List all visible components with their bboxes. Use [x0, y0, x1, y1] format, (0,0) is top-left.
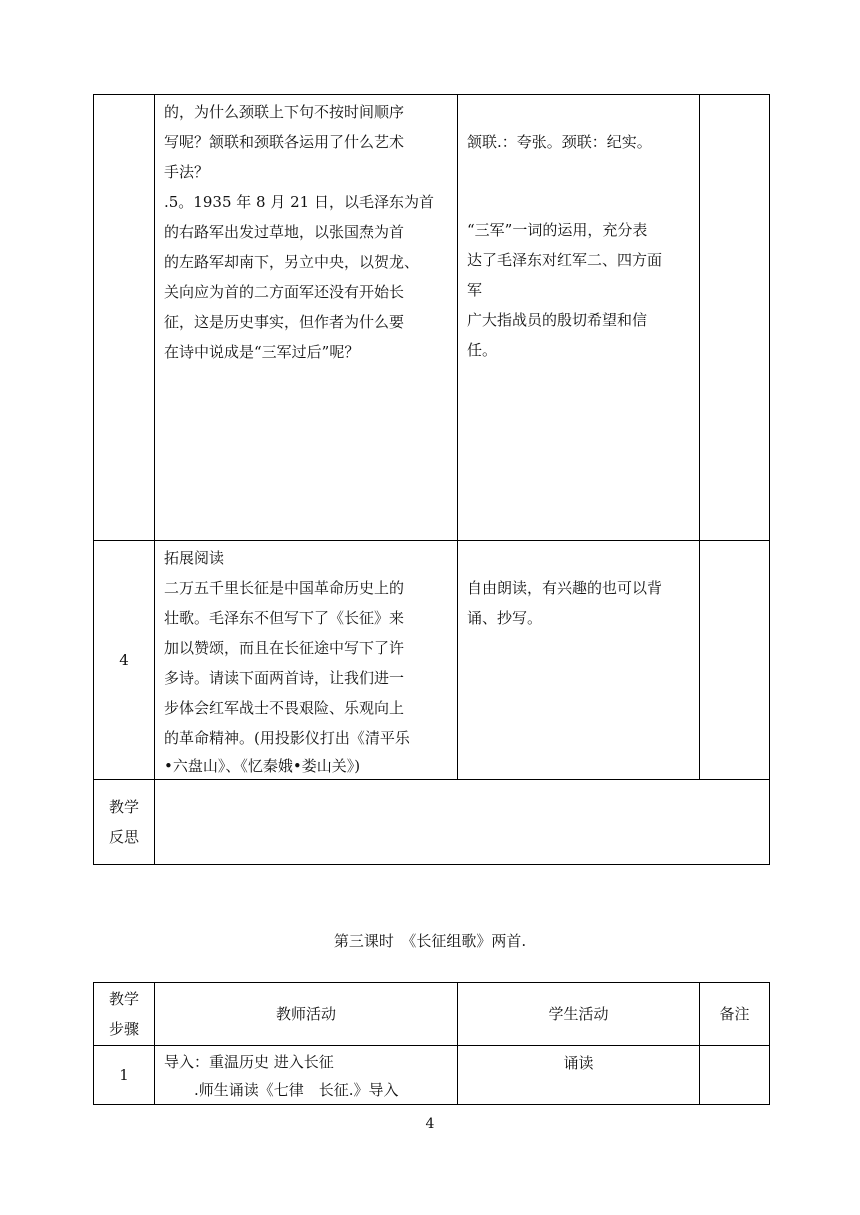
teacher-text-line: 加以赞颂，而且在长征途中写下了许 — [164, 639, 405, 657]
teacher-text-line: 导入：重温历史 进入长征 — [164, 1053, 334, 1071]
table-row — [94, 95, 770, 541]
teacher-activity-cell — [155, 1046, 458, 1105]
notes-cell — [700, 95, 770, 541]
student-activity-cell: 诵读 — [458, 1046, 700, 1105]
student-text-line: 任。 — [467, 341, 498, 359]
table-header-row — [94, 983, 770, 1046]
teacher-activity-cell — [155, 95, 458, 541]
teacher-text-line: 征，这是历史事实，但作者为什么要 — [164, 313, 405, 331]
student-text-line: “三军”一词的运用，充分表 — [467, 221, 648, 239]
step-cell: 1 — [94, 1046, 155, 1105]
step-cell — [94, 95, 155, 541]
teacher-text-line: 在诗中说成是“三军过后”呢？ — [164, 343, 360, 361]
teacher-activity-cell — [155, 541, 458, 780]
student-text-line: 广大指战员的殷切希望和信 — [467, 311, 648, 329]
table-row — [94, 541, 770, 780]
spacer — [467, 157, 691, 215]
reflection-row — [94, 780, 770, 865]
page-number: 4 — [425, 1116, 435, 1132]
notes-cell — [700, 1046, 770, 1105]
reflection-content — [155, 780, 770, 865]
student-text-line: 达了毛泽东对红军二、四方面 — [467, 251, 663, 269]
table-row — [94, 1046, 770, 1105]
student-text-line: 诵、抄写。 — [467, 609, 543, 627]
teacher-text-line: •六盘山》、《忆秦娥•娄山关》) — [164, 757, 361, 775]
teacher-text-line: .师生诵读《七律 长征.》导入 — [194, 1081, 399, 1099]
teacher-text-line: 的，为什么颈联上下句不按时间顺序 — [164, 103, 405, 121]
student-text-line: 军 — [467, 281, 483, 299]
teacher-text-line: 步体会红军战士不畏艰险、乐观向上 — [164, 699, 405, 717]
lesson-table — [93, 982, 770, 1105]
lesson-table-continued — [93, 94, 770, 865]
teacher-text-line: 壮歌。毛泽东不但写下了《长征》来 — [164, 609, 405, 627]
student-activity-cell — [458, 95, 700, 541]
header-notes: 备注 — [700, 983, 770, 1046]
teacher-text-line: .5。1935 年 8 月 21 日，以毛泽东为首 — [164, 193, 434, 211]
reflection-label: 教学 反思 — [94, 780, 155, 865]
notes-cell — [700, 541, 770, 780]
student-activity-cell — [458, 541, 700, 780]
student-text-line: 自由朗读，有兴趣的也可以背 — [467, 579, 663, 597]
teacher-text-line: 手法？ — [164, 163, 210, 181]
header-teacher-activity: 教师活动 — [155, 983, 458, 1046]
teacher-text-line: 拓展阅读 — [164, 549, 225, 567]
teacher-text-line: 的革命精神。(用投影仪打出《清平乐 — [164, 729, 410, 747]
teacher-text-line: 关向应为首的二方面军还没有开始长 — [164, 283, 405, 301]
teacher-text-line: 多诗。请读下面两首诗，让我们进一 — [164, 669, 405, 687]
header-student-activity: 学生活动 — [458, 983, 700, 1046]
header-step: 教学 步骤 — [94, 983, 155, 1046]
student-text-line: 颔联.：夸张。颈联：纪实。 — [467, 133, 652, 151]
teacher-text-line: 二万五千里长征是中国革命历史上的 — [164, 579, 405, 597]
teacher-text-line: 的右路军出发过草地，以张国焘为首 — [164, 223, 405, 241]
lesson-title: 第三课时 《长征组歌》两首. — [333, 932, 527, 950]
teacher-text-line: 写呢？颔联和颈联各运用了什么艺术 — [164, 133, 405, 151]
step-cell: 4 — [94, 541, 155, 780]
teacher-text-line: 的左路军却南下，另立中央，以贺龙、 — [164, 253, 420, 271]
